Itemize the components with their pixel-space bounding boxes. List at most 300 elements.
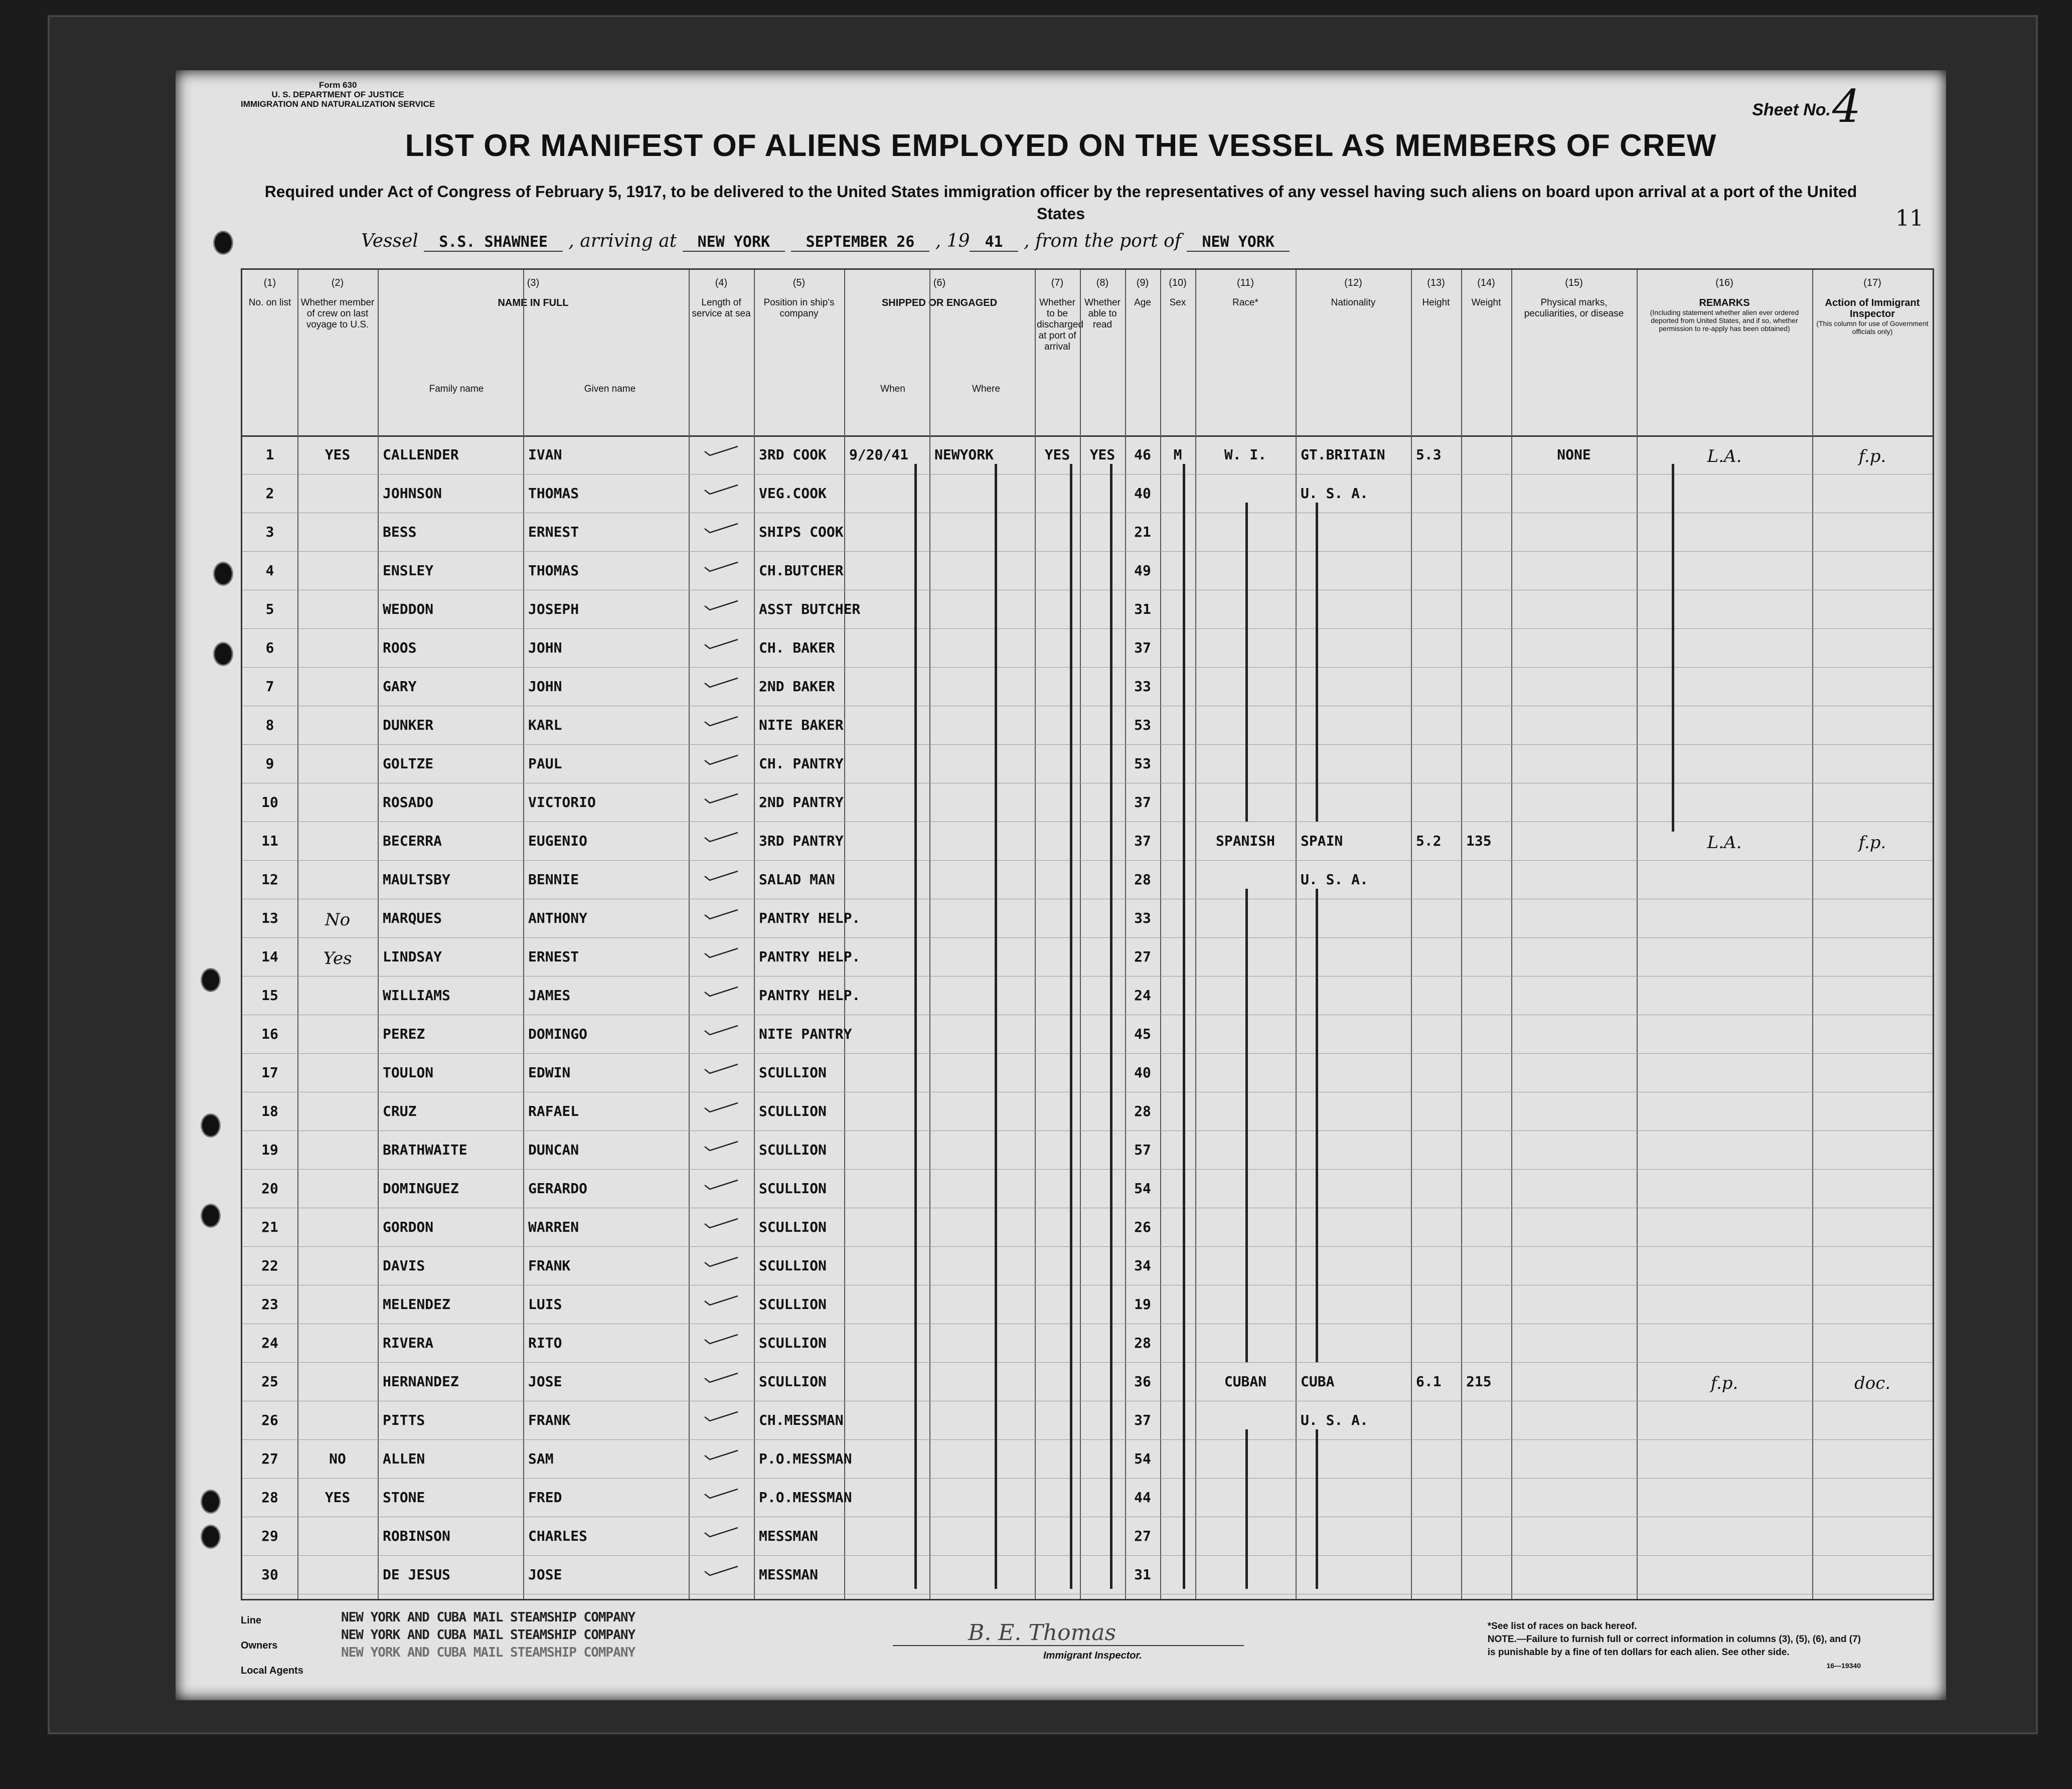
table-header [242, 270, 1933, 437]
cell-family: GOLTZE [383, 755, 434, 772]
cell-age: 27 [1134, 1528, 1151, 1544]
ditto-mark-sex [1183, 464, 1185, 1589]
column-label: Height [1422, 297, 1450, 308]
column-subheader: When [880, 384, 905, 394]
check-mark-icon [704, 445, 739, 456]
column-header [756, 277, 842, 319]
cell-no: 15 [261, 987, 278, 1004]
cell-family: DUNKER [383, 717, 434, 733]
cell-family: BESS [383, 524, 417, 540]
table-row [242, 435, 1933, 474]
vessel-line [361, 231, 1290, 251]
column-label: Physical marks, peculiarities, or disease [1524, 297, 1624, 319]
cell-family: JOHNSON [383, 485, 442, 502]
cell-position: ASST BUTCHER [759, 601, 861, 617]
cell-position: 3RD COOK [759, 446, 827, 463]
cell-marks: NONE [1557, 446, 1591, 463]
cell-family: BRATHWAITE [383, 1142, 467, 1158]
cell-family: HERNANDEZ [383, 1373, 459, 1390]
cell-given: EDWIN [528, 1064, 571, 1081]
column-number: (3) [527, 277, 540, 288]
cell-family: DAVIS [383, 1257, 425, 1274]
column-subheader: Where [972, 384, 1000, 394]
cell-given: WARREN [528, 1219, 579, 1235]
cell-no: 27 [261, 1450, 278, 1467]
cell-no: 11 [261, 833, 278, 849]
column-header [1298, 277, 1409, 308]
column-label: No. on list [248, 297, 291, 308]
column-header [1082, 277, 1123, 331]
column-header [244, 277, 295, 308]
cell-weight: 135 [1466, 833, 1492, 849]
check-mark-icon [704, 1411, 739, 1422]
check-mark-icon [704, 1449, 739, 1460]
column-header [1413, 277, 1459, 308]
table-row [242, 551, 1933, 590]
column-label: Nationality [1331, 297, 1376, 308]
cell-action: f.p. [1858, 446, 1886, 466]
arrival-date: SEPTEMBER 26 [791, 233, 930, 252]
cell-position: PANTRY HELP. [759, 948, 861, 965]
cell-given: VICTORIO [528, 794, 596, 810]
cell-age: 44 [1134, 1489, 1151, 1506]
table-row [242, 1246, 1933, 1285]
cell-position: SCULLION [759, 1296, 827, 1313]
cell-no: 10 [261, 794, 278, 810]
cell-no: 9 [265, 755, 274, 772]
cell-age: 27 [1134, 948, 1151, 965]
from-port: NEW YORK [1187, 233, 1290, 252]
cell-height: 6.1 [1416, 1373, 1442, 1390]
cell-position: 2ND PANTRY [759, 794, 844, 810]
cell-age: 37 [1134, 833, 1151, 849]
cell-given: JOSEPH [528, 601, 579, 617]
column-header [299, 277, 376, 331]
table-row [242, 1401, 1933, 1439]
cell-given: FRED [528, 1489, 562, 1506]
column-number: (14) [1477, 277, 1495, 288]
cell-family: MARQUES [383, 910, 442, 926]
table-row [242, 899, 1933, 937]
cell-age: 40 [1134, 485, 1151, 502]
cell-position: PANTRY HELP. [759, 987, 861, 1004]
cell-no: 8 [265, 717, 274, 733]
check-mark-icon [704, 1565, 739, 1576]
column-header [1162, 277, 1193, 308]
cell-position: SCULLION [759, 1142, 827, 1158]
cell-family: CALLENDER [383, 446, 459, 463]
cell-family: WILLIAMS [383, 987, 450, 1004]
cell-race: W. I. [1224, 446, 1267, 463]
cell-height: 5.2 [1416, 833, 1442, 849]
cell-no: 4 [265, 562, 274, 579]
owners-stamp: NEW YORK AND CUBA MAIL STEAMSHIP COMPANY [341, 1628, 635, 1643]
cell-age: 31 [1134, 601, 1151, 617]
check-mark-icon [704, 986, 739, 997]
cell-no: 18 [261, 1103, 278, 1119]
cell-no: 5 [265, 601, 274, 617]
check-mark-icon [704, 1025, 739, 1036]
column-number: (6) [933, 277, 946, 288]
column-label: SHIPPED OR ENGAGED [881, 297, 998, 308]
cell-given: JOHN [528, 678, 562, 695]
cell-age: 37 [1134, 639, 1151, 656]
cell-age: 26 [1134, 1219, 1151, 1235]
column-number: (9) [1136, 277, 1149, 288]
column-number: (8) [1096, 277, 1109, 288]
cell-family: ENSLEY [383, 562, 434, 579]
binder-hole-icon [201, 1525, 221, 1549]
cell-family: STONE [383, 1489, 425, 1506]
column-number: (5) [792, 277, 806, 288]
cell-family: PITTS [383, 1412, 425, 1428]
cell-age: 45 [1134, 1026, 1151, 1042]
cell-nationality: U. S. A. [1301, 871, 1368, 888]
cell-given: DUNCAN [528, 1142, 579, 1158]
table-row [242, 628, 1933, 667]
agents-stamp: NEW YORK AND CUBA MAIL STEAMSHIP COMPANY [341, 1645, 635, 1660]
column-number: (12) [1344, 277, 1362, 288]
table-row [242, 1324, 1933, 1362]
cell-given: GERARDO [528, 1180, 588, 1197]
cell-given: SAM [528, 1450, 554, 1467]
cell-position: 3RD PANTRY [759, 833, 844, 849]
inspector-label: Immigrant Inspector. [1043, 1650, 1142, 1661]
owners-label: Owners [241, 1640, 278, 1651]
cell-last: NO [329, 1450, 346, 1467]
cell-family: ROOS [383, 639, 417, 656]
cell-no: 22 [261, 1257, 278, 1274]
column-label: REMARKS [1699, 297, 1750, 308]
cell-given: DOMINGO [528, 1026, 588, 1042]
cell-given: JAMES [528, 987, 571, 1004]
cell-family: ROBINSON [383, 1528, 450, 1544]
page-title: LIST OR MANIFEST OF ALIENS EMPLOYED ON THE VESSEL AS MEMBERS OF CREW [405, 128, 1717, 163]
cell-given: IVAN [528, 446, 562, 463]
cell-age: 53 [1134, 755, 1151, 772]
table-row [242, 822, 1933, 860]
cell-position: NITE BAKER [759, 717, 844, 733]
cell-read: YES [1089, 446, 1115, 463]
column-number: (13) [1427, 277, 1445, 288]
column-header [1037, 277, 1083, 353]
cell-nationality: GT.BRITAIN [1301, 446, 1385, 463]
table-row [242, 783, 1933, 822]
check-mark-icon [704, 1179, 739, 1190]
cell-given: PAUL [528, 755, 562, 772]
table-row [242, 667, 1933, 706]
cell-no: 26 [261, 1412, 278, 1428]
cell-age: 46 [1134, 446, 1151, 463]
column-header [691, 277, 752, 319]
cell-nationality: CUBA [1301, 1373, 1335, 1390]
check-mark-icon [704, 1527, 739, 1538]
page-subtitle: Required under Act of Congress of February 5, 1917, to be delivered to the United States immigration officer by the representatives of any vessel having such aliens on board upon arrival at a port of the United States [264, 183, 1857, 223]
cell-nationality: U. S. A. [1301, 485, 1368, 502]
column-label: Sex [1169, 297, 1186, 308]
cell-position: SHIPS COOK [759, 524, 844, 540]
ditto-mark-read [1110, 464, 1112, 1589]
binder-hole-icon [213, 231, 233, 255]
column-label: Whether to be discharged at port of arrival [1037, 297, 1083, 352]
cell-age: 34 [1134, 1257, 1151, 1274]
cell-remarks: L.A. [1707, 833, 1742, 853]
cell-no: 30 [261, 1566, 278, 1583]
binder-hole-icon [213, 642, 233, 666]
binder-hole-icon [201, 968, 221, 992]
cell-age: 49 [1134, 562, 1151, 579]
column-subheader: (This column for use of Government officials only) [1816, 319, 1929, 336]
check-mark-icon [704, 1102, 739, 1113]
from-label: , from the port of [1024, 231, 1181, 251]
cell-family: ROSADO [383, 794, 434, 810]
table-row [242, 706, 1933, 744]
table-row [242, 744, 1933, 783]
note-races: *See list of races on back hereof. [1487, 1621, 1637, 1632]
note-fine: NOTE.—Failure to furnish full or correct information in columns (3), (5), (6), and (7) [1487, 1634, 1861, 1645]
cell-no: 20 [261, 1180, 278, 1197]
cell-action: doc. [1854, 1373, 1891, 1393]
cell-family: RIVERA [383, 1335, 434, 1351]
form-number-block: Form 630 U. S. DEPARTMENT OF JUSTICE IMMIGRATION AND NATURALIZATION SERVICE [241, 80, 435, 109]
ditto-mark-nationality [1316, 503, 1318, 822]
column-number: (7) [1051, 277, 1064, 288]
cell-position: SCULLION [759, 1373, 827, 1390]
cell-last: No [325, 910, 351, 930]
manifest-page [176, 70, 1946, 1700]
cell-given: CHARLES [528, 1528, 588, 1544]
vessel-label: Vessel [361, 231, 418, 251]
cell-age: 33 [1134, 678, 1151, 695]
check-mark-icon [704, 677, 739, 688]
column-subheader: Given name [584, 384, 636, 394]
cell-no: 23 [261, 1296, 278, 1313]
table-row [242, 1092, 1933, 1130]
cell-where: NEWYORK [934, 446, 994, 463]
cell-discharged: YES [1044, 446, 1070, 463]
cell-last: Yes [323, 948, 352, 968]
check-mark-icon [704, 1372, 739, 1383]
cell-position: SCULLION [759, 1219, 827, 1235]
cell-position: SCULLION [759, 1180, 827, 1197]
check-mark-icon [704, 523, 739, 534]
cell-no: 25 [261, 1373, 278, 1390]
check-mark-icon [704, 1488, 739, 1499]
ditto-mark-race [1245, 503, 1248, 822]
cell-given: KARL [528, 717, 562, 733]
check-mark-icon [704, 832, 739, 843]
cell-position: SCULLION [759, 1064, 827, 1081]
table-row [242, 1517, 1933, 1555]
table-row [242, 1478, 1933, 1517]
cell-no: 16 [261, 1026, 278, 1042]
cell-no: 21 [261, 1219, 278, 1235]
column-label: Length of service at sea [692, 297, 751, 319]
cell-remarks: L.A. [1707, 446, 1742, 466]
cell-family: LINDSAY [383, 948, 442, 965]
cell-action: f.p. [1858, 833, 1886, 853]
table-row [242, 1555, 1933, 1594]
cell-family: WEDDON [383, 601, 434, 617]
column-number: (10) [1169, 277, 1187, 288]
cell-race: SPANISH [1215, 833, 1275, 849]
binder-hole-icon [201, 1204, 221, 1228]
cell-family: DOMINGUEZ [383, 1180, 459, 1197]
column-label: Action of Immigrant Inspector [1825, 297, 1920, 319]
cell-age: 33 [1134, 910, 1151, 926]
sheet-label: Sheet No. [1752, 100, 1831, 119]
column-label: Whether able to read [1084, 297, 1121, 330]
ditto-mark-race [1245, 1429, 1248, 1589]
cell-last: YES [325, 1489, 351, 1506]
column-number: (11) [1236, 277, 1254, 288]
column-header [1197, 277, 1294, 308]
cell-position: CH. BAKER [759, 639, 835, 656]
check-mark-icon [704, 484, 739, 495]
footer [241, 1610, 1931, 1695]
cell-age: 40 [1134, 1064, 1151, 1081]
cell-position: MESSMAN [759, 1528, 819, 1544]
cell-age: 28 [1134, 871, 1151, 888]
crew-table [241, 268, 1934, 1600]
column-number: (15) [1565, 277, 1583, 288]
ditto-mark-nationality [1316, 1429, 1318, 1589]
column-number: (1) [263, 277, 276, 288]
check-mark-icon [704, 870, 739, 881]
cell-given: ERNEST [528, 948, 579, 965]
cell-age: 57 [1134, 1142, 1151, 1158]
check-mark-icon [704, 793, 739, 804]
cell-family: TOULON [383, 1064, 434, 1081]
cell-given: FRANK [528, 1257, 571, 1274]
vessel-name: S.S. SHAWNEE [424, 233, 563, 252]
note-fine-cont: is punishable by a fine of ten dollars for each alien. See other side. [1487, 1647, 1790, 1658]
cell-family: PEREZ [383, 1026, 425, 1042]
cell-position: SALAD MAN [759, 871, 835, 888]
table-row [242, 1362, 1933, 1401]
cell-nationality: SPAIN [1301, 833, 1343, 849]
table-row [242, 1439, 1933, 1478]
inspector-signature: B. E. Thomas [968, 1620, 1117, 1646]
cell-race: CUBAN [1224, 1373, 1267, 1390]
footer-notes [1488, 1620, 1861, 1672]
cell-no: 2 [265, 485, 274, 502]
cell-position: NITE PANTRY [759, 1026, 852, 1042]
check-mark-icon [704, 1334, 739, 1345]
cell-age: 54 [1134, 1450, 1151, 1467]
column-label: Whether member of crew on last voyage to U.S. [300, 297, 375, 330]
cell-no: 17 [261, 1064, 278, 1081]
check-mark-icon [704, 754, 739, 765]
table-row [242, 1285, 1933, 1324]
cell-no: 24 [261, 1335, 278, 1351]
cell-given: JOSE [528, 1373, 562, 1390]
cell-age: 19 [1134, 1296, 1151, 1313]
arriving-label: , arriving at [568, 231, 677, 251]
cell-given: RAFAEL [528, 1103, 579, 1119]
cell-position: P.O.MESSMAN [759, 1489, 852, 1506]
check-mark-icon [704, 1218, 739, 1229]
column-subheader: Family name [429, 384, 484, 394]
cell-no: 29 [261, 1528, 278, 1544]
cell-no: 14 [261, 948, 278, 965]
column-label: Weight [1471, 297, 1501, 308]
cell-position: SCULLION [759, 1257, 827, 1274]
cell-no: 13 [261, 910, 278, 926]
check-mark-icon [704, 1256, 739, 1267]
cell-no: 3 [265, 524, 274, 540]
check-mark-icon [704, 600, 739, 611]
cell-no: 1 [265, 446, 274, 463]
cell-family: DE JESUS [383, 1566, 450, 1583]
cell-given: JOSE [528, 1566, 562, 1583]
year-prefix: , 19 [935, 231, 970, 251]
ditto-mark-when [914, 464, 917, 1589]
cell-position: P.O.MESSMAN [759, 1450, 852, 1467]
check-mark-icon [704, 909, 739, 920]
cell-no: 19 [261, 1142, 278, 1158]
check-mark-icon [704, 947, 739, 958]
table-row [242, 474, 1933, 513]
sheet-number: 4 [1832, 80, 1861, 133]
column-label: NAME IN FULL [498, 297, 569, 308]
cell-given: BENNIE [528, 871, 579, 888]
cell-position: CH.BUTCHER [759, 562, 844, 579]
cell-given: FRANK [528, 1412, 571, 1428]
check-mark-icon [704, 1063, 739, 1074]
cell-age: 37 [1134, 1412, 1151, 1428]
column-header [1513, 277, 1635, 319]
arriving-port: NEW YORK [683, 233, 785, 252]
check-mark-icon [704, 1295, 739, 1306]
cell-family: BECERRA [383, 833, 442, 849]
cell-age: 53 [1134, 717, 1151, 733]
table-row [242, 1208, 1933, 1246]
cell-given: JOHN [528, 639, 562, 656]
cell-last: YES [325, 446, 351, 463]
cell-given: EUGENIO [528, 833, 588, 849]
line-label: Line [241, 1615, 262, 1626]
cell-family: ALLEN [383, 1450, 425, 1467]
cell-no: 7 [265, 678, 274, 695]
column-label: Race* [1232, 297, 1258, 308]
table-row [242, 976, 1933, 1015]
table-row [242, 1053, 1933, 1092]
cell-no: 12 [261, 871, 278, 888]
cell-family: GARY [383, 678, 417, 695]
cell-sex: M [1173, 446, 1182, 463]
column-header [1814, 277, 1931, 336]
cell-weight: 215 [1466, 1373, 1492, 1390]
check-mark-icon [704, 561, 739, 572]
column-label: Position in ship's company [763, 297, 835, 319]
page-number: 11 [1895, 206, 1924, 231]
cell-given: THOMAS [528, 485, 579, 502]
cell-when: 9/20/41 [849, 446, 909, 463]
cell-given: RITO [528, 1335, 562, 1351]
cell-nationality: U. S. A. [1301, 1412, 1368, 1428]
ditto-mark-nationality [1316, 889, 1318, 1362]
column-number: (2) [331, 277, 344, 288]
check-mark-icon [704, 638, 739, 649]
cell-position: CH.MESSMAN [759, 1412, 844, 1428]
agents-label: Local Agents [241, 1665, 303, 1676]
table-row [242, 590, 1933, 628]
column-number: (4) [715, 277, 728, 288]
cell-no: 6 [265, 639, 274, 656]
cell-family: CRUZ [383, 1103, 417, 1119]
binder-hole-icon [201, 1113, 221, 1137]
